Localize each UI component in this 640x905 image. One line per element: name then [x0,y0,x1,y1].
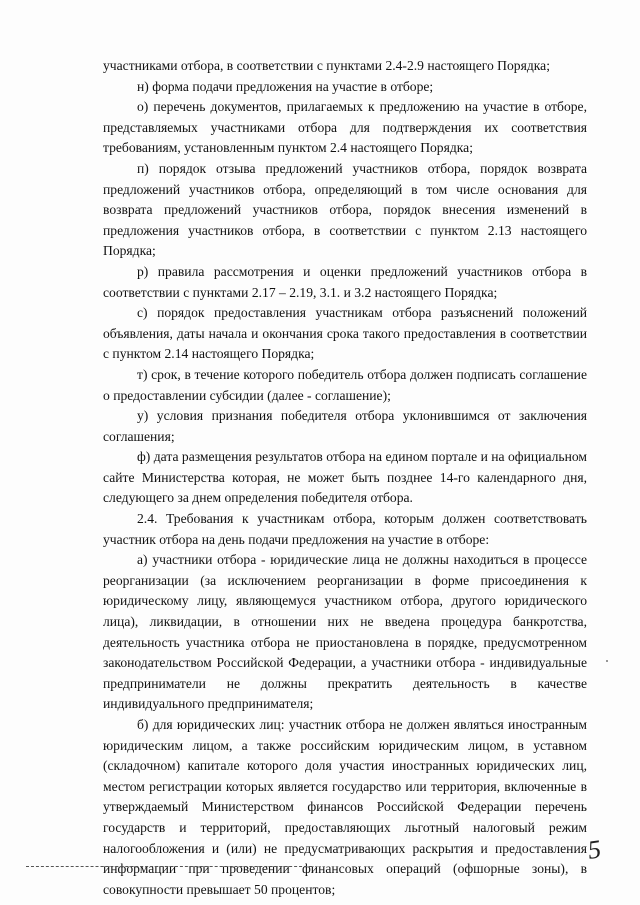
paragraph-item-o: о) перечень документов, прилагаемых к предложению на участие в отборе, представляемых участниками отбора для подтверждения их соответствия требованиям, установленным пунктом 2.4 настоящего Порядка; [103,99,587,156]
paragraph-item-p: п) порядок отзыва предложений участников отбора, порядок возврата предложений участников отбора, определяющий в том числе основания для возврата предложений участников отбора, порядок внесения изменений в предложения участников отбора, в соответствии с пунктом 2.13 настоящего Порядка; [103,160,587,259]
footer-rule [26,866,312,867]
paragraph-item-a: а) участники отбора - юридические лица не должны находиться в процессе реорганизации (за исключением реорганизации в форме присоединения к юридическому лицу, являющемуся участником отбора, другого юридического лица), ликвидации, в отношении них не введена процедура банкротства, деятельность участника отбора не приостановлена в порядке, предусмотренном законодательством Российской Федерации, а участники отбора - индивидуальные предприниматели не должны прекратить деятельность в качестве индивидуального предпринимателя; [103,552,587,712]
page-number: 5 [585,834,603,865]
paragraph-item-t: т) срок, в течение которого победитель отбора должен подписать соглашение о предоставлении субсидии (далее - соглашение); [103,366,587,403]
paragraph-item-b: б) для юридических лиц: участник отбора не должен являться иностранным юридическим лицом, а также российским юридическим лицом, в уставном (складочном) капитале которого доля участия иностранных юридических лиц, местом регистрации которых является государство или территория, включенные в утверждаемый Министерством финансов Российской Федерации перечень государств и территорий, предоставляющих льготный налоговый режим налогообложения и (или) не предусматривающих раскрытия и предоставления информации при проведении финансовых операций (офшорные зоны), в совокупности превышает 50 процентов; [103,717,587,897]
paragraph-item-f: ф) дата размещения результатов отбора на едином портале и на официальном сайте Министерства которая, не может быть позднее 14-го календарного дня, следующего за днем определения победителя отбора. [103,449,587,506]
paragraph-continuation: участниками отбора, в соответствии с пунктами 2.4-2.9 настоящего Порядка; [103,58,550,73]
scan-speck [606,660,608,662]
body-text [103,56,587,900]
paragraph-item-r: р) правила рассмотрения и оценки предложений участников отбора в соответствии с пунктами 2.17 – 2.19, 3.1. и 3.2 настоящего Порядка; [103,263,587,300]
paragraph-item-n: н) форма подачи предложения на участие в отборе; [137,78,434,94]
paragraph-item-s: с) порядок предоставления участникам отбора разъяснений положений объявления, даты начала и окончания срока такого предоставления в соответствии с пунктом 2.14 настоящего Порядка; [103,305,587,362]
paragraph-section-2-4: 2.4. Требования к участникам отбора, которым должен соответствовать участник отбора на день подачи предложения на участие в отборе: [103,511,587,547]
paragraph-item-u: у) условия признания победителя отбора уклонившимся от заключения соглашения; [103,408,587,444]
